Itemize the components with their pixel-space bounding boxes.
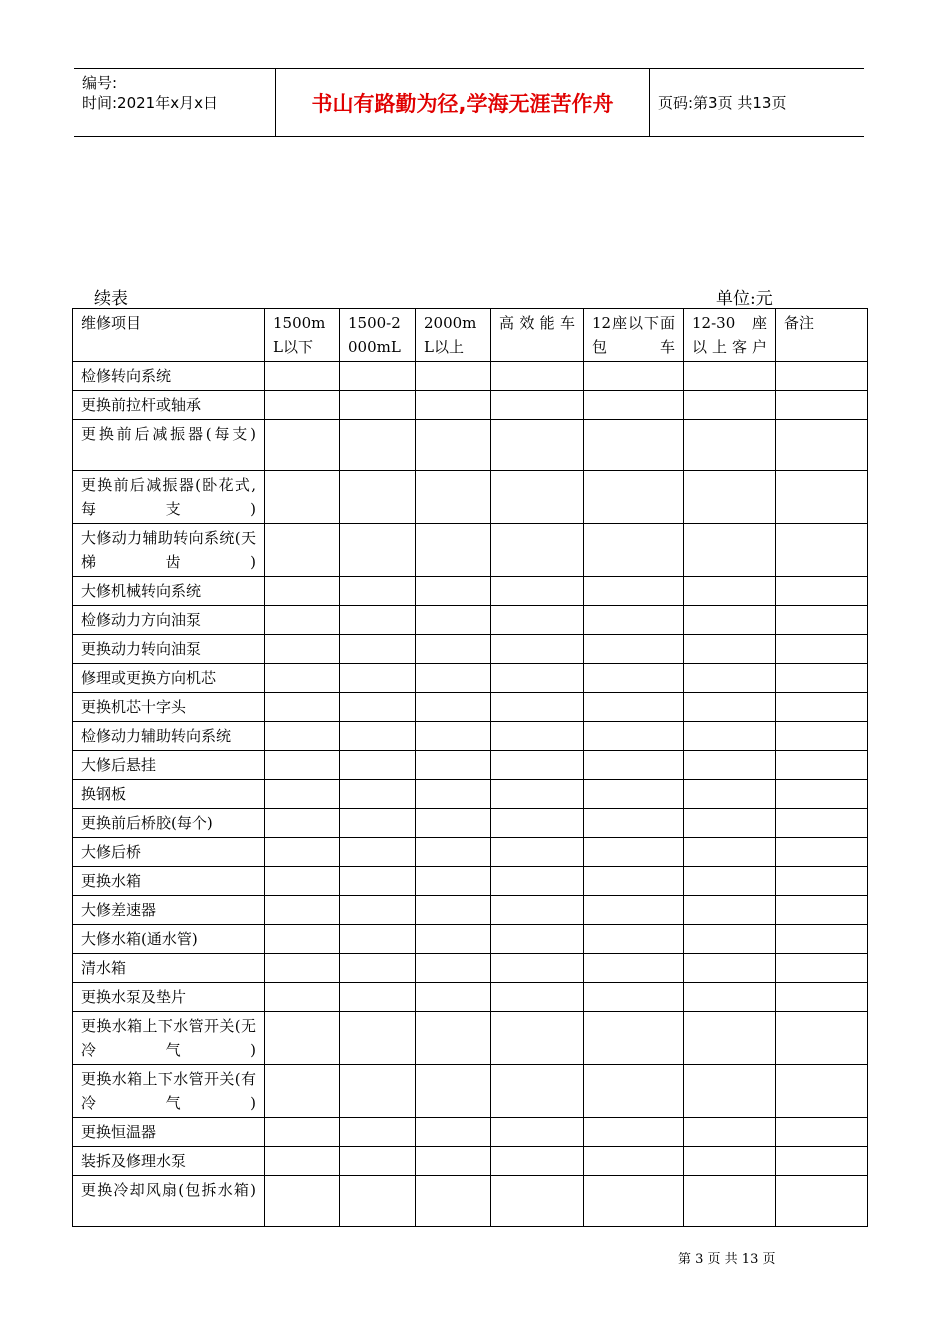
price-cell — [340, 1065, 416, 1118]
price-cell — [491, 1012, 584, 1065]
table-row — [73, 693, 868, 722]
price-cell — [265, 1118, 340, 1147]
repair-item-cell: 更换冷却风扇(包拆水箱) — [73, 1176, 265, 1227]
price-cell — [265, 809, 340, 838]
price-cell — [265, 983, 340, 1012]
price-cell — [265, 1012, 340, 1065]
price-cell — [265, 1065, 340, 1118]
price-cell — [684, 867, 776, 896]
price-cell — [776, 606, 868, 635]
page-header — [74, 68, 864, 137]
price-cell — [416, 391, 491, 420]
price-cell — [265, 722, 340, 751]
price-cell — [776, 693, 868, 722]
header-cell: 1500-2000mL — [340, 309, 416, 362]
price-cell — [776, 577, 868, 606]
table-row — [73, 471, 868, 524]
price-cell — [584, 983, 684, 1012]
price-cell — [265, 838, 340, 867]
unit-label: 单位:元 — [716, 289, 773, 309]
price-cell — [265, 693, 340, 722]
price-cell — [684, 983, 776, 1012]
price-cell — [265, 524, 340, 577]
price-cell — [416, 722, 491, 751]
price-cell — [776, 471, 868, 524]
repair-item-cell: 检修转向系统 — [73, 362, 265, 391]
repair-item-cell: 检修动力方向油泵 — [73, 606, 265, 635]
price-cell — [684, 780, 776, 809]
price-cell — [776, 635, 868, 664]
price-cell — [684, 693, 776, 722]
price-cell — [491, 838, 584, 867]
price-cell — [491, 896, 584, 925]
price-cell — [416, 1147, 491, 1176]
price-cell — [340, 420, 416, 471]
price-cell — [584, 524, 684, 577]
price-cell — [265, 780, 340, 809]
number-label: 编号: — [82, 74, 118, 92]
price-cell — [491, 1176, 584, 1227]
price-cell — [684, 925, 776, 954]
page-footer: 第 3 页 共 13 页 — [678, 1252, 776, 1267]
price-cell — [340, 925, 416, 954]
price-cell — [684, 1176, 776, 1227]
price-cell — [584, 577, 684, 606]
price-cell — [416, 471, 491, 524]
header-page-label: 页码:第3页 共13页 — [658, 94, 787, 112]
price-cell — [416, 954, 491, 983]
repair-item-cell: 更换水箱 — [73, 867, 265, 896]
price-cell — [491, 693, 584, 722]
price-cell — [265, 896, 340, 925]
table-row — [73, 722, 868, 751]
repair-item-cell: 清水箱 — [73, 954, 265, 983]
price-cell — [340, 722, 416, 751]
price-cell — [491, 867, 584, 896]
price-cell — [776, 362, 868, 391]
price-cell — [265, 577, 340, 606]
repair-item-cell: 更换前后减振器(每支) — [73, 420, 265, 471]
price-cell — [340, 838, 416, 867]
price-cell — [584, 471, 684, 524]
price-cell — [491, 391, 584, 420]
price-cell — [491, 954, 584, 983]
price-cell — [584, 780, 684, 809]
table-row — [73, 1012, 868, 1065]
price-cell — [684, 606, 776, 635]
price-cell — [684, 838, 776, 867]
price-cell — [684, 1118, 776, 1147]
repair-item-cell: 大修后桥 — [73, 838, 265, 867]
price-cell — [340, 693, 416, 722]
price-cell — [340, 1176, 416, 1227]
price-cell — [776, 1012, 868, 1065]
price-cell — [776, 925, 868, 954]
header-cell: 12座以下面包车 — [584, 309, 684, 362]
price-cell — [776, 838, 868, 867]
price-cell — [416, 983, 491, 1012]
price-cell — [584, 362, 684, 391]
table-row — [73, 524, 868, 577]
price-cell — [416, 362, 491, 391]
repair-item-cell: 更换前后桥胶(每个) — [73, 809, 265, 838]
table-row — [73, 391, 868, 420]
price-cell — [684, 664, 776, 693]
header-cell: 12-30 座以上客户 — [684, 309, 776, 362]
price-cell — [776, 867, 868, 896]
time-label: 时间:2021年x月x日 — [82, 94, 218, 112]
price-cell — [416, 635, 491, 664]
price-cell — [776, 1065, 868, 1118]
price-cell — [584, 925, 684, 954]
price-cell — [265, 420, 340, 471]
price-cell — [265, 867, 340, 896]
repair-item-cell: 更换动力转向油泵 — [73, 635, 265, 664]
price-cell — [340, 954, 416, 983]
repair-price-table — [72, 308, 868, 1227]
price-cell — [340, 635, 416, 664]
price-cell — [265, 925, 340, 954]
table-row — [73, 983, 868, 1012]
table-row — [73, 809, 868, 838]
price-cell — [776, 391, 868, 420]
price-cell — [340, 809, 416, 838]
repair-item-cell: 大修水箱(通水管) — [73, 925, 265, 954]
repair-item-cell: 大修差速器 — [73, 896, 265, 925]
price-cell — [340, 780, 416, 809]
price-cell — [340, 1147, 416, 1176]
price-cell — [491, 751, 584, 780]
price-cell — [265, 751, 340, 780]
price-cell — [584, 635, 684, 664]
price-cell — [416, 577, 491, 606]
price-cell — [491, 1147, 584, 1176]
price-cell — [584, 722, 684, 751]
table-row — [73, 606, 868, 635]
price-cell — [416, 925, 491, 954]
price-cell — [416, 1012, 491, 1065]
price-cell — [416, 524, 491, 577]
repair-item-cell: 更换前拉杆或轴承 — [73, 391, 265, 420]
price-cell — [340, 983, 416, 1012]
price-cell — [340, 524, 416, 577]
price-cell — [340, 664, 416, 693]
price-cell — [776, 1176, 868, 1227]
price-cell — [584, 751, 684, 780]
price-cell — [340, 896, 416, 925]
price-cell — [491, 635, 584, 664]
price-cell — [416, 1065, 491, 1118]
price-cell — [265, 1176, 340, 1227]
price-cell — [684, 1147, 776, 1176]
price-cell — [684, 471, 776, 524]
price-cell — [776, 954, 868, 983]
price-cell — [265, 606, 340, 635]
price-cell — [491, 780, 584, 809]
price-cell — [340, 471, 416, 524]
price-cell — [584, 1065, 684, 1118]
price-cell — [491, 606, 584, 635]
table-caption: 续表 — [94, 289, 128, 309]
price-cell — [491, 524, 584, 577]
table-row — [73, 1176, 868, 1227]
table-row — [73, 896, 868, 925]
table-row — [73, 420, 868, 471]
repair-item-cell: 更换水箱上下水管开关(有冷气) — [73, 1065, 265, 1118]
table-row — [73, 635, 868, 664]
table-row — [73, 751, 868, 780]
table-row — [73, 1147, 868, 1176]
price-cell — [776, 751, 868, 780]
price-cell — [491, 925, 584, 954]
price-cell — [416, 809, 491, 838]
repair-item-cell: 更换水箱上下水管开关(无冷气) — [73, 1012, 265, 1065]
header-cell: 维修项目 — [73, 309, 265, 362]
price-cell — [584, 693, 684, 722]
table-row — [73, 925, 868, 954]
price-cell — [416, 867, 491, 896]
price-cell — [684, 954, 776, 983]
price-cell — [416, 751, 491, 780]
price-cell — [340, 362, 416, 391]
price-cell — [340, 751, 416, 780]
price-cell — [416, 606, 491, 635]
table-row — [73, 664, 868, 693]
price-cell — [776, 983, 868, 1012]
table-header-row — [73, 309, 868, 362]
price-cell — [340, 867, 416, 896]
price-cell — [265, 471, 340, 524]
repair-item-cell: 大修机械转向系统 — [73, 577, 265, 606]
price-cell — [776, 809, 868, 838]
price-cell — [684, 577, 776, 606]
price-cell — [584, 809, 684, 838]
header-motto: 书山有路勤为径,学海无涯苦作舟 — [276, 69, 650, 136]
price-cell — [340, 606, 416, 635]
price-cell — [584, 1012, 684, 1065]
price-cell — [584, 1176, 684, 1227]
price-cell — [491, 664, 584, 693]
price-cell — [416, 420, 491, 471]
price-cell — [584, 1147, 684, 1176]
repair-item-cell: 检修动力辅助转向系统 — [73, 722, 265, 751]
price-cell — [776, 664, 868, 693]
repair-item-cell: 更换机芯十字头 — [73, 693, 265, 722]
price-cell — [265, 954, 340, 983]
price-cell — [584, 391, 684, 420]
table-row — [73, 954, 868, 983]
price-cell — [776, 524, 868, 577]
price-cell — [491, 983, 584, 1012]
price-cell — [776, 722, 868, 751]
price-cell — [265, 664, 340, 693]
price-cell — [265, 1147, 340, 1176]
price-cell — [416, 693, 491, 722]
price-cell — [265, 391, 340, 420]
price-cell — [491, 1065, 584, 1118]
price-cell — [776, 896, 868, 925]
header-cell: 备注 — [776, 309, 868, 362]
price-cell — [584, 896, 684, 925]
price-cell — [340, 1012, 416, 1065]
price-cell — [340, 577, 416, 606]
repair-item-cell: 更换恒温器 — [73, 1118, 265, 1147]
price-cell — [684, 751, 776, 780]
table-row — [73, 780, 868, 809]
price-cell — [491, 722, 584, 751]
price-cell — [265, 635, 340, 664]
price-cell — [776, 1147, 868, 1176]
price-cell — [584, 1118, 684, 1147]
price-cell — [340, 391, 416, 420]
table-row — [73, 867, 868, 896]
price-cell — [491, 471, 584, 524]
repair-item-cell: 更换水泵及垫片 — [73, 983, 265, 1012]
table-body — [73, 362, 868, 1227]
price-cell — [584, 867, 684, 896]
price-cell — [491, 362, 584, 391]
table-row — [73, 838, 868, 867]
repair-item-cell: 换钢板 — [73, 780, 265, 809]
price-cell — [684, 391, 776, 420]
price-cell — [584, 954, 684, 983]
repair-item-cell: 更换前后减振器(卧花式,每支) — [73, 471, 265, 524]
price-cell — [416, 780, 491, 809]
price-cell — [416, 664, 491, 693]
price-cell — [584, 838, 684, 867]
price-cell — [584, 420, 684, 471]
price-cell — [491, 577, 584, 606]
price-cell — [684, 524, 776, 577]
repair-item-cell: 大修动力辅助转向系统(天梯齿) — [73, 524, 265, 577]
table-row — [73, 1065, 868, 1118]
price-cell — [684, 1065, 776, 1118]
price-cell — [491, 809, 584, 838]
table-row — [73, 1118, 868, 1147]
header-cell: 1500mL以下 — [265, 309, 340, 362]
price-cell — [265, 362, 340, 391]
table-row — [73, 362, 868, 391]
price-cell — [416, 1118, 491, 1147]
price-cell — [776, 420, 868, 471]
price-cell — [684, 362, 776, 391]
price-cell — [416, 838, 491, 867]
table-row — [73, 577, 868, 606]
price-cell — [776, 780, 868, 809]
price-cell — [684, 1012, 776, 1065]
price-cell — [684, 420, 776, 471]
price-cell — [684, 722, 776, 751]
price-cell — [491, 420, 584, 471]
header-cell: 高效能车 — [491, 309, 584, 362]
header-cell: 2000mL以上 — [416, 309, 491, 362]
header-meta — [74, 69, 276, 136]
price-cell — [584, 606, 684, 635]
price-cell — [776, 1118, 868, 1147]
price-cell — [416, 896, 491, 925]
price-cell — [684, 896, 776, 925]
repair-item-cell: 修理或更换方向机芯 — [73, 664, 265, 693]
price-cell — [416, 1176, 491, 1227]
price-cell — [684, 809, 776, 838]
price-cell — [684, 635, 776, 664]
repair-item-cell: 装拆及修理水泵 — [73, 1147, 265, 1176]
price-cell — [491, 1118, 584, 1147]
repair-item-cell: 大修后悬挂 — [73, 751, 265, 780]
price-cell — [584, 664, 684, 693]
price-cell — [340, 1118, 416, 1147]
